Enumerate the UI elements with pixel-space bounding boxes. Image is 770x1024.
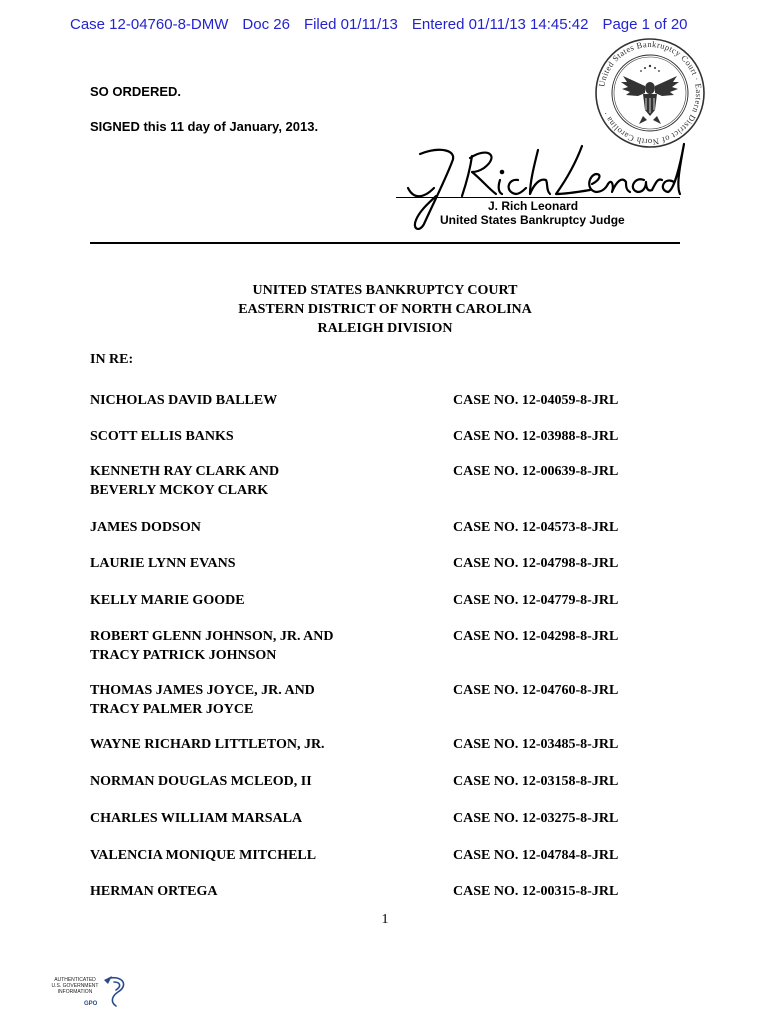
- header-case-number: Case 12-04760-8-DMW: [70, 16, 229, 33]
- header-filed-date: Filed 01/11/13: [303, 16, 398, 33]
- court-seal-icon: [593, 36, 707, 150]
- svg-text:United States Bankruptcy Court: United States Bankruptcy Court · Eastern District of North Carolina ·: [596, 38, 705, 148]
- debtor-row: [90, 627, 650, 681]
- judge-name: J. Rich Leonard: [488, 199, 579, 213]
- court-district: EASTERN DISTRICT OF NORTH CAROLINA: [238, 302, 532, 317]
- debtor-case-number: CASE NO. 12-04784-8-JRL: [453, 848, 619, 863]
- debtor-case-number: CASE NO. 12-03275-8-JRL: [453, 811, 619, 826]
- debtor-case-number: CASE NO. 12-04760-8-JRL: [453, 683, 619, 698]
- debtor-name: HERMAN ORTEGA: [90, 884, 218, 899]
- debtor-case-number: CASE NO. 12-04798-8-JRL: [453, 556, 619, 571]
- debtor-row: [90, 772, 650, 809]
- debtor-name: KELLY MARIE GOODE: [90, 593, 245, 608]
- gpo-label: GPO: [84, 1001, 98, 1007]
- debtor-row: [90, 391, 650, 427]
- debtor-case-number: CASE NO. 12-04779-8-JRL: [453, 593, 619, 608]
- debtor-row: [90, 518, 650, 554]
- debtor-name: LAURIE LYNN EVANS: [90, 556, 236, 571]
- debtor-row: [90, 427, 650, 462]
- court-division: RALEIGH DIVISION: [317, 321, 453, 336]
- in-re-label: IN RE:: [90, 352, 134, 367]
- page-number: 1: [381, 912, 389, 927]
- debtor-list: [90, 391, 650, 902]
- court-name: UNITED STATES BANKRUPTCY COURT: [252, 283, 518, 298]
- court-caption: [0, 281, 770, 338]
- signed-date-line: SIGNED this 11 day of January, 2013.: [90, 119, 319, 134]
- debtor-row: [90, 882, 650, 902]
- gpo-authentication-text: [44, 977, 106, 995]
- debtor-name: KENNETH RAY CLARK AND BEVERLY MCKOY CLARK: [90, 464, 280, 498]
- debtor-row: [90, 591, 650, 627]
- debtor-row: [90, 809, 650, 846]
- debtor-case-number: CASE NO. 12-03485-8-JRL: [453, 737, 619, 752]
- section-divider: [90, 242, 680, 244]
- debtor-name: THOMAS JAMES JOYCE, JR. AND TRACY PALMER JOYCE: [90, 683, 315, 717]
- debtor-case-number: CASE NO. 12-04573-8-JRL: [453, 520, 619, 535]
- debtor-name: WAYNE RICHARD LITTLETON, JR.: [90, 737, 325, 752]
- header-doc-number: Doc 26: [242, 16, 290, 33]
- debtor-case-number: CASE NO. 12-00315-8-JRL: [453, 884, 619, 899]
- gpo-line-authenticated: AUTHENTICATED: [54, 977, 96, 983]
- debtor-case-number: CASE NO. 12-03158-8-JRL: [453, 774, 619, 789]
- so-ordered-heading: SO ORDERED.: [90, 84, 182, 99]
- debtor-case-number: CASE NO. 12-03988-8-JRL: [453, 429, 619, 444]
- debtor-case-number: CASE NO. 12-04298-8-JRL: [453, 629, 619, 644]
- debtor-name: NICHOLAS DAVID BALLEW: [90, 393, 278, 408]
- judge-title: United States Bankruptcy Judge: [440, 213, 625, 227]
- debtor-name: VALENCIA MONIQUE MITCHELL: [90, 848, 317, 863]
- debtor-name: JAMES DODSON: [90, 520, 201, 535]
- signature-line: [396, 197, 680, 198]
- debtor-row: [90, 735, 650, 772]
- debtor-row: [90, 681, 650, 735]
- debtor-name: ROBERT GLENN JOHNSON, JR. AND TRACY PATRICK JOHNSON: [90, 629, 334, 663]
- header-entered-date: Entered 01/11/13 14:45:42: [411, 16, 589, 33]
- debtor-row: [90, 554, 650, 591]
- debtor-case-number: CASE NO. 12-00639-8-JRL: [453, 464, 619, 479]
- gpo-line-information: INFORMATION: [57, 989, 93, 995]
- ecf-header-stamp: [70, 16, 710, 33]
- gpo-line-government: U.S. GOVERNMENT: [51, 983, 99, 989]
- header-page-count: Page 1 of 20: [602, 16, 688, 33]
- debtor-row: [90, 462, 650, 518]
- debtor-name: CHARLES WILLIAM MARSALA: [90, 811, 303, 826]
- debtor-case-number: CASE NO. 12-04059-8-JRL: [453, 393, 619, 408]
- debtor-name: SCOTT ELLIS BANKS: [90, 429, 234, 444]
- debtor-row: [90, 846, 650, 882]
- debtor-name: NORMAN DOUGLAS MCLEOD, II: [90, 774, 312, 789]
